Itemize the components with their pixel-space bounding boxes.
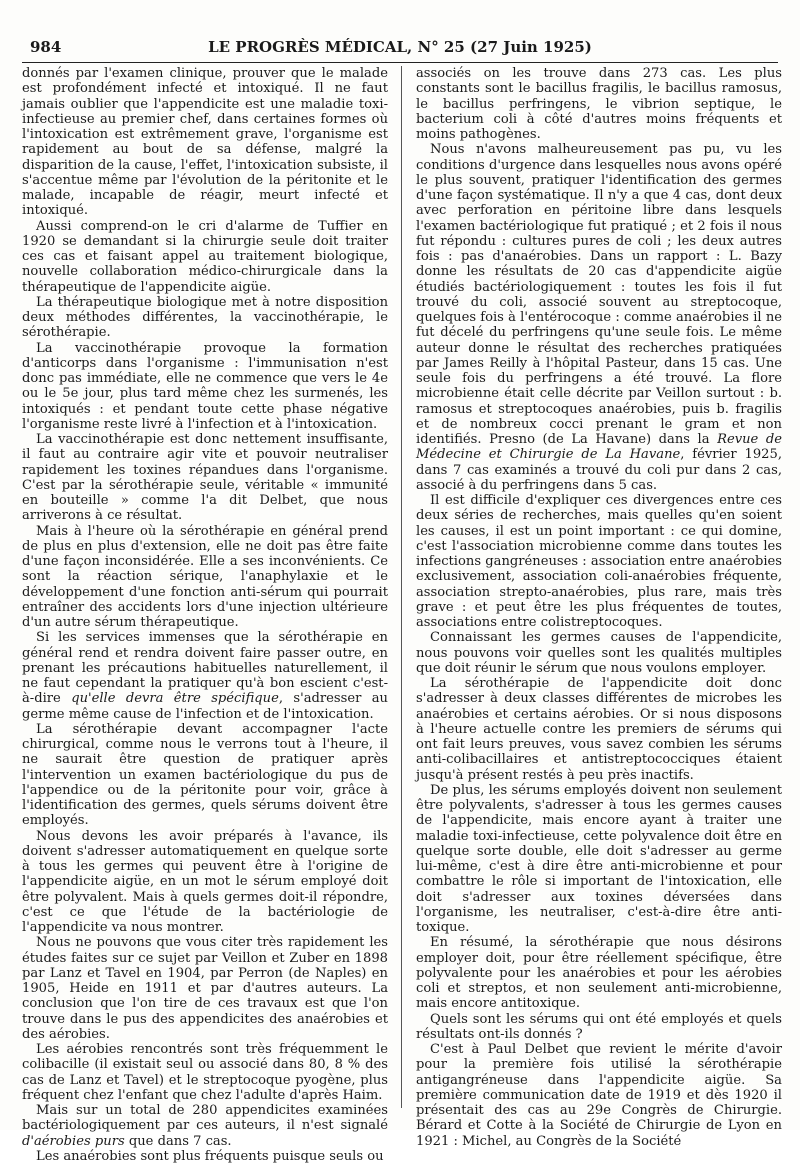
page-number: 984 <box>30 38 62 56</box>
page-header <box>22 36 778 60</box>
text-run: Mais sur un total de 280 appendicites examinées bactériologiquement par ces auteurs, il n'est signalé <box>22 1103 388 1134</box>
paragraph: En résumé, la sérothérapie que nous désirons employer doit, pour être réellement spécifique, être polyvalente pour les anaérobies et pour les aérobies coli et streptos, et non seulement anti-microbienne, mais encore antitoxique. <box>416 935 782 1012</box>
right-column <box>416 66 783 1149</box>
paragraph: Connaissant les germes causes de l'appendicite, nous pouvons voir quelles sont les qualités multiples que doit réunir le sérum que nous voulons employer. <box>416 630 782 676</box>
paragraph: Nous devons les avoir préparés à l'avance, ils doivent s'adresser automatiquement en quelque sorte à tous les germes qui peuvent être à l'origine de l'appendicite aigüe, en un mot le sérum employé doit être polyvalent. Mais à quels germes doit-il répondre, c'est ce que l'étude de la bactériologie de l'appendicite va nous montrer. <box>22 828 388 935</box>
paragraph: La thérapeutique biologique met à notre disposition deux méthodes différentes, la vaccinothérapie, le sérothérapie. <box>22 294 388 341</box>
text-run: que dans 7 cas. <box>124 1133 232 1149</box>
text-run: Si les services immenses que la sérothérapie en général rend et rendra doivent faire passer outre, en prenant les précautions habituelles naturellement, il ne faut cependant la pratiquer qu'à bon escient c'est-à-dire <box>22 630 388 707</box>
paragraph: Les aérobies rencontrés sont très fréquemment le colibacille (il existait seul ou associé dans 80, 8 % des cas de Lanz et Tavel) et le streptocoque pyogène, plus fréquent chez l'enfant que chez l'adulte d'après Haim. <box>22 1042 388 1103</box>
italic-text: Revue de Médecine et Chirurgie de La Havane <box>416 432 782 463</box>
text-run: , février 1925, dans 7 cas examinés a trouvé du coli pur dans 2 cas, associé à du perfringens dans 5 cas. <box>416 447 783 493</box>
header-rule <box>22 62 778 63</box>
paragraph: Les anaérobies sont plus fréquents puisque seuls ou <box>36 1148 384 1164</box>
paragraph <box>22 1103 388 1149</box>
italic-text: d'aérobies purs <box>22 1133 125 1149</box>
text-run: , s'adresser au germe même cause de l'infection et de l'intoxication. <box>22 691 388 722</box>
paragraph: Aussi comprend-on le cri d'alarme de Tuffier en 1920 se demandant si la chirurgie seule doit traiter ces cas et faisant appel au traitement biologique, nouvelle collaboration médico-chirurgicale dans la thérapeutique de l'appendicite aigüe. <box>22 218 388 295</box>
paragraph: Quels sont les sérums qui ont été employés et quels résultats ont-ils donnés ? <box>416 1011 782 1042</box>
text-run: Nous n'avons malheureusement pas pu, vu les conditions d'urgence dans lesquelles nous avons opéré le plus souvent, pratiquer l'identification des germes d'une façon systématique. Il n'y a que 4 cas, dont deux avec perforation en péritoine libre dans lesquels l'examen bactériologique fut pratiqué ; et 2 fois il nous fut répondu : cultures pures de coli ; les deux autres fois : pas d'anaérobies. Dans un rapport : L. Bazy donne les résultats de 20 cas d'appendicite aigüe étudiés bactériologiquement : toutes les fois il fut trouvé du coli, associé souvent au streptocoque, quelques fois à l'entérocoque : comme anaérobies il ne fut décelé du perfringens qu'une seule fois. Le même auteur donne le résultat des recherches pratiquées par James Reilly à l'hôpital Pasteur, dans 15 cas. Une seule fois du perfringens a été trouvé. La flore microbienne était celle décrite par Veillon surtout : b. ramosus et streptocoques anaérobies, puis b. fragilis et de nombreux cocci prenant le gram et non identifiés. Presno (de La Havane) dans la <box>416 142 782 447</box>
running-title: LE PROGRÈS MÉDICAL, N° 25 (27 Juin 1925) <box>208 38 592 56</box>
paragraph: De plus, les sérums employés doivent non seulement être polyvalents, s'adresser à tous les germes causes de l'appendicite, mais encore ayant à traiter une maladie toxi-infectieuse, cette polyvalence doit être en quelque sorte double, elle doit s'adresser au germe lui-même, c'est à dire être anti-microbienne et pour combattre le rôle si important de l'intoxication, elle doit s'adresser aux toxines déversées dans l'organisme, les neutraliser, c'est-à-dire être anti-toxique. <box>416 782 782 935</box>
paragraph <box>22 630 388 722</box>
paragraph: La vaccinothérapie provoque la formation d'anticorps dans l'organisme : l'immunisation n'est donc pas immédiate, elle ne commence que vers le 4e ou le 5e jour, plus tard même chez les surmenés, les intoxiqués : et pendant toute cette phase négative l'organisme reste livré à l'infection et à l'intoxication. <box>22 340 388 432</box>
left-column <box>22 66 388 1164</box>
paragraph: La sérothérapie devant accompagner l'acte chirurgical, comme nous le verrons tout à l'heure, il ne saurait être question de pratiquer après l'intervention un examen bactériologique du pus de l'appendice ou de la péritonite pour voir, grâce à l'identification des germes, quels sérums doivent être employés. <box>22 721 388 829</box>
paragraph: Mais à l'heure où la sérothérapie en général prend de plus en plus d'extension, elle ne doit pas être faite d'une façon inconsidérée. Elle a ses inconvénients. Ce sont la réaction sérique, l'anaphylaxie et le développement d'une fonction anti-sérum qui pourrait entraîner des accidents lors d'une injection ultérieure d'un autre sérum thérapeutique. <box>22 523 388 630</box>
paragraph: associés on les trouve dans 273 cas. Les plus constants sont le bacillus fragilis, le bacillus ramosus, le bacillus perfringens, le vibrion septique, le bacterium coli à côté d'autres moins fréquents et moins pathogènes. <box>416 66 782 142</box>
paragraph: La sérothérapie de l'appendicite doit donc s'adresser à deux classes différentes de microbes les anaérobies et certains aérobies. Or si nous disposons à l'heure actuelle contre les premiers de sérums qui ont fait leurs preuves, vous savez combien les sérums anti-colibacillaires et antistreptococciques étaient jusqu'à présent restés à peu près inactifs. <box>416 676 782 783</box>
paragraph: Il est difficile d'expliquer ces divergences entre ces deux séries de recherches, mais quelles qu'en soient les causes, il est un point important : ce qui domine, c'est l'association microbienne comme dans toutes les infections gangréneuses : association entre anaérobies exclusivement, association coli-anaérobies fréquente, association strepto-anaérobies, plus rare, mais très grave : et peut être les plus fréquentes de toutes, associations entre colistreptocoques. <box>416 493 782 630</box>
paragraph: Nous ne pouvons que vous citer très rapidement les études faites sur ce sujet par Veillon et Zuber en 1898 par Lanz et Tavel en 1904, par Perron (de Naples) en 1905, Heide en 1911 et par d'autres auteurs. La conclusion que l'on tire de ces travaux est que l'on trouve dans le pus des appendicites des anaérobies et des aérobies. <box>22 935 388 1042</box>
paragraph <box>416 142 782 493</box>
paragraph: donnés par l'examen clinique, prouver que le malade est profondément infecté et intoxiqué. Il ne faut jamais oublier que l'appendicite est une maladie toxi-infectieuse au premier chef, dans certaines formes où l'intoxication est extrêmement grave, l'organisme est rapidement au bout de sa défense, malgré la disparition de la cause, l'effet, l'intoxication subsiste, il s'accentue même par l'évolution de la péritonite et le malade, incapable de réagir, meurt infecté et intoxiqué. <box>22 66 388 219</box>
paragraph: C'est à Paul Delbet que revient le mérite d'avoir pour la première fois utilisé la sérothérapie antigangréneuse dans l'appendicite aigüe. Sa première communication date de 1919 et dès 1920 il présentait des cas au 29e Congrès de Chirurgie. Bérard et Cotte à la Société de Chirurgie de Lyon en 1921 : Michel, au Congrès de la Société <box>416 1042 782 1149</box>
italic-text: qu'elle devra être spécifique <box>71 691 279 707</box>
column-divider <box>401 66 402 1108</box>
paragraph: La vaccinothérapie est donc nettement insuffisante, il faut au contraire agir vite et pouvoir neutraliser rapidement les toxines répandues dans l'organisme. C'est par la sérothérapie seule, véritable « immunité en bouteille » comme l'a dit Delbet, que nous arriverons à ce résultat. <box>22 432 388 524</box>
